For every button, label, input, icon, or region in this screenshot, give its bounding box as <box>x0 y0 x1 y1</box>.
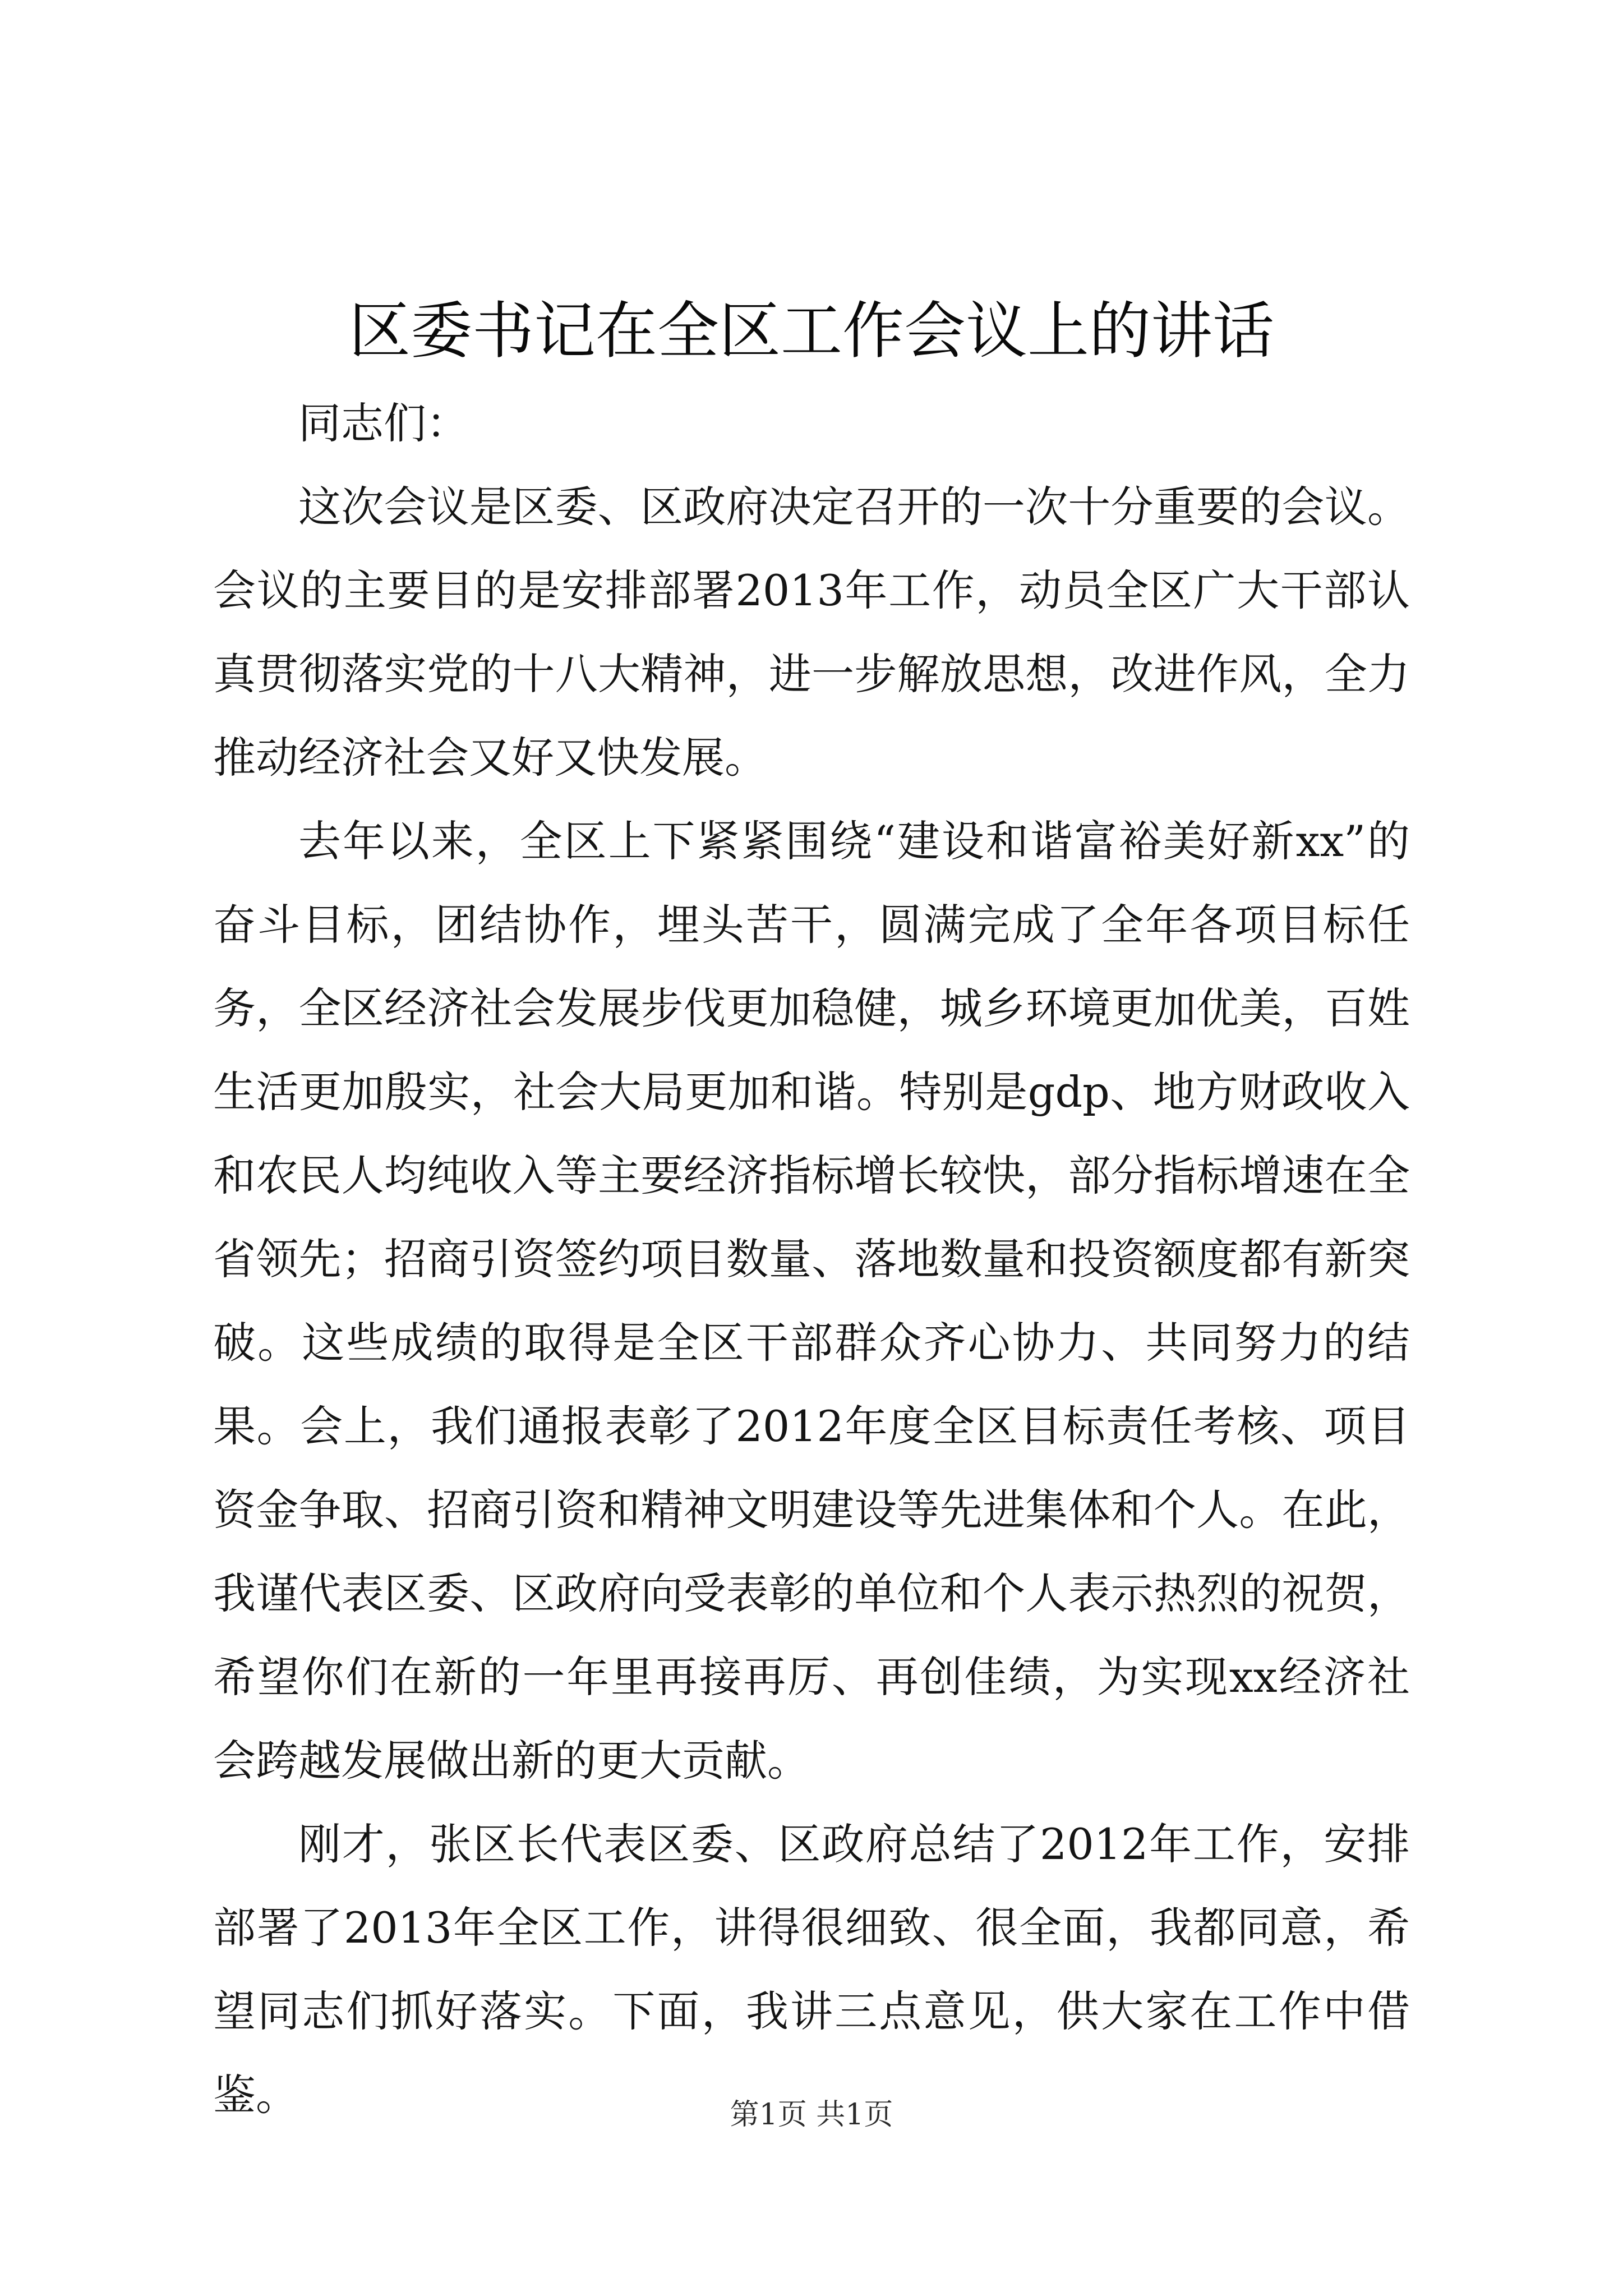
paragraph-3: 刚才，张区长代表区委、区政府总结了2012年工作，安排部署了2013年全区工作，讲得很细致、很全面，我都同意，希望同志们抓好落实。下面，我讲三点意见，供大家在工作中借鉴。 <box>213 1819 1410 2120</box>
paragraph-2: 去年以来，全区上下紧紧围绕“建设和谐富裕美好新xx”的奋斗目标，团结协作，埋头苦干，圆满完成了全年各项目标任务，全区经济社会发展步伐更加稳健，城乡环境更加优美，百姓生活更加殷实，社会大局更加和谐。特别是gdp、地方财政收入和农民人均纯收入等主要经济指标增长较快，部分指标增速在全省领先；招商引资签约项目数量、落地数量和投资额度都有新突破。这些成绩的取得是全区干部群众齐心协力、共同努力的结果。会上，我们通报表彰了2012年度全区目标责任考核、项目资金争取、招商引资和精神文明建设等先进集体和个人。在此，我谨代表区委、区政府向受表彰的单位和个人表示热烈的祝贺，希望你们在新的一年里再接再厉、再创佳绩，为实现xx经济社会跨越发展做出新的更大贡献。 <box>213 816 1410 1786</box>
document-body <box>213 381 1410 2137</box>
paragraph-1: 这次会议是区委、区政府决定召开的一次十分重要的会议。会议的主要目的是安排部署2013年工作，动员全区广大干部认真贯彻落实党的十八大精神，进一步解放思想，改进作风，全力推动经济社会又好又快发展。 <box>213 482 1410 783</box>
greeting-line: 同志们： <box>298 398 469 448</box>
page-footer: 第1页 共1页 <box>730 2098 893 2132</box>
document-title: 区委书记在全区工作会议上的讲话 <box>349 295 1274 367</box>
